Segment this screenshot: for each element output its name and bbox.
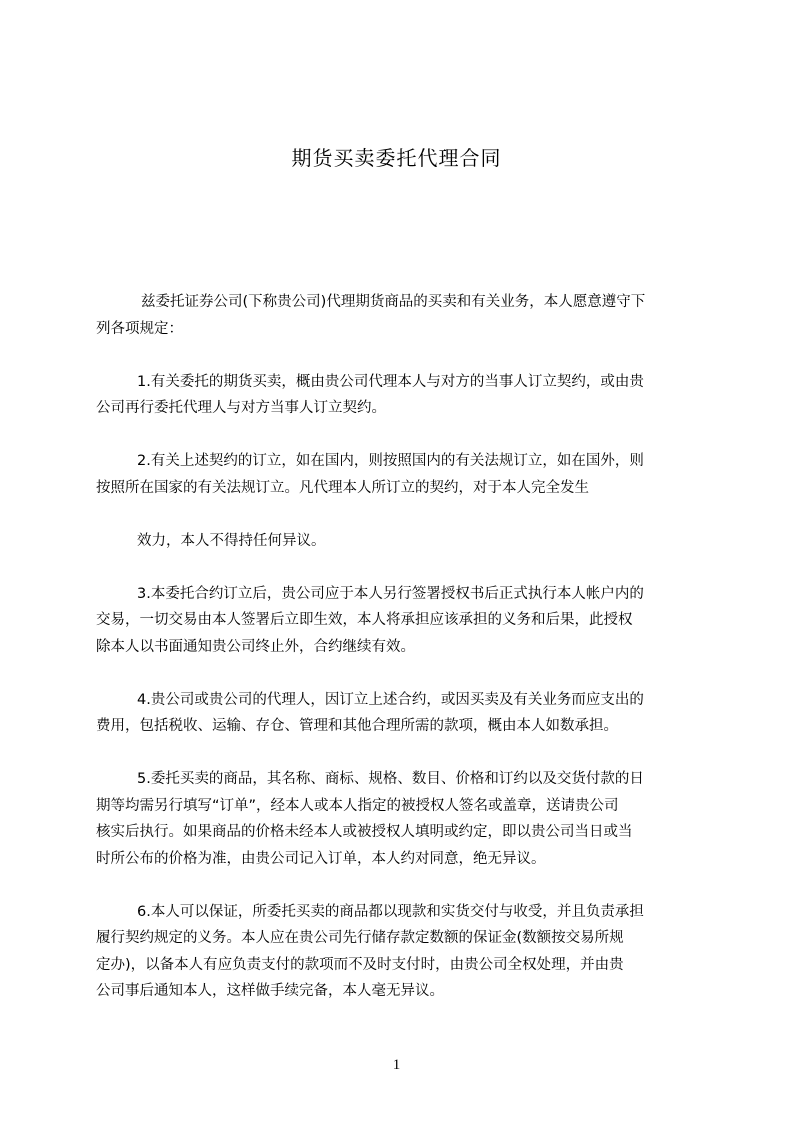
page-title: 期货买卖委托代理合同: [291, 146, 502, 170]
clause-line: 定办)，以备本人有应负责支付的款项而不及时支付时，由贵公司全权处理，并由贵: [96, 957, 624, 973]
clause-line: 按照所在国家的有关法规订立。凡代理本人所订立的契约，对于本人完全发生: [96, 480, 589, 496]
clause-line: 6.本人可以保证，所委托买卖的商品都以现款和实货交付与收受，并且负责承担: [137, 904, 644, 920]
clause-line: 1.有关委托的期货买卖，概由贵公司代理本人与对方的当事人订立契约，或由贵: [137, 374, 644, 390]
clause-line: 交易，一切交易由本人签署后立即生效，本人将承担应该承担的义务和后果，此授权: [96, 612, 633, 628]
clause-line: 时所公布的价格为准，由贵公司记入订单，本人约对同意，绝无异议。: [96, 851, 546, 867]
clause-line: 除本人以书面通知贵公司终止外，合约继续有效。: [96, 639, 415, 655]
clause-line: 2.有关上述契约的订立，如在国内，则按照国内的有关法规订立，如在国外，则: [137, 453, 644, 469]
clause-line: 期等均需另行填写“订单”，经本人或本人指定的被授权人签名或盖章，送请贵公司: [96, 798, 619, 814]
intro-line: 列各项规定：: [96, 321, 183, 337]
clause-line: 4.贵公司或贵公司的代理人，因订立上述合约，或因买卖及有关业务而应支出的: [137, 692, 644, 708]
intro-line: 兹委托证券公司(下称贵公司)代理期货商品的买卖和有关业务，本人愿意遵守下: [141, 294, 646, 310]
clause-line: 5.委托买卖的商品，其名称、商标、规格、数目、价格和订约以及交货付款的日: [137, 771, 644, 787]
clause-line: 费用，包括税收、运输、存仓、管理和其他合理所需的款项，概由本人如数承担。: [96, 718, 618, 734]
clause-line: 3.本委托合约订立后，贵公司应于本人另行签署授权书后正式执行本人帐户内的: [137, 586, 644, 602]
clause-line: 公司事后通知本人，这样做手续完备，本人毫无异议。: [96, 983, 444, 999]
page-number: 1: [392, 1057, 401, 1073]
clause-continuation: 效力，本人不得持任何异议。: [137, 533, 326, 549]
clause-line: 核实后执行。如果商品的价格未经本人或被授权人填明或约定，即以贵公司当日或当: [96, 824, 633, 840]
clause-line: 履行契约规定的义务。本人应在贵公司先行储存款定数额的保证金(数额按交易所规: [96, 930, 624, 946]
clause-line: 公司再行委托代理人与对方当事人订立契约。: [96, 400, 386, 416]
